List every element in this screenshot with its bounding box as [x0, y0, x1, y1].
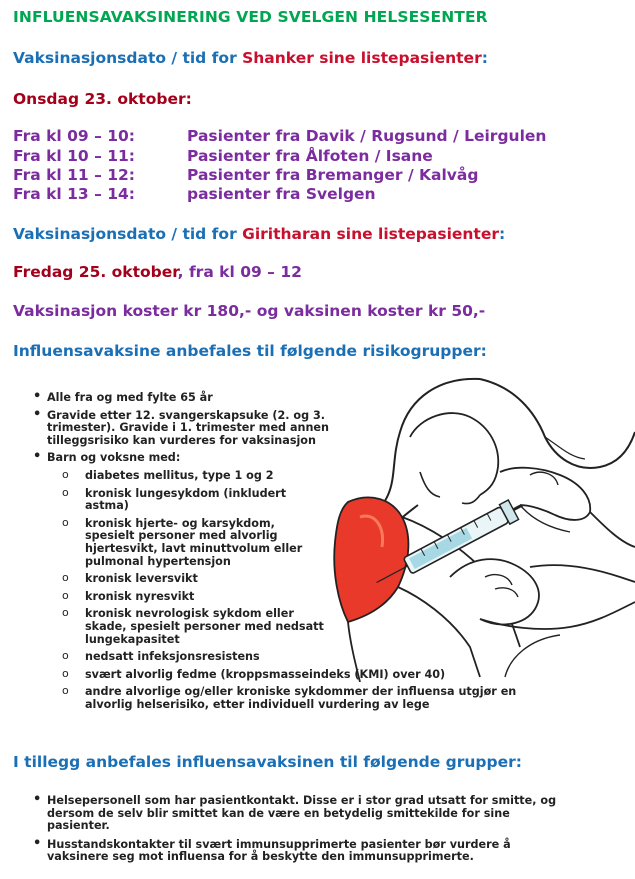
extra-heading: I tillegg anbefales influensavaksinen til følgende grupper:	[13, 753, 522, 771]
section2-heading-prefix: Vaksinasjonsdato / tid for	[13, 225, 243, 243]
sub-list-item: o kronisk nevrologisk sykdom eller skade, spesielt personer med nedsatt lungekapasitet	[47, 608, 330, 646]
page-title: INFLUENSAVAKSINERING VED SVELGEN HELSESENTER	[13, 8, 488, 26]
schedule-time: Fra kl 11 – 12:	[13, 166, 135, 184]
schedule-time: Fra kl 09 – 10:	[13, 127, 135, 145]
extra-group-list	[0, 795, 567, 870]
list-item: • Helsepersonell som har pasientkontakt. Disse er i stor grad utsatt for smitte, og dersom de selv blir smittet kan de være en betydelig smittekilde for sine pasienter.	[0, 795, 567, 833]
sub-list-item: o diabetes mellitus, type 1 og 2	[47, 470, 325, 483]
risk-heading: Influensavaksine anbefales til følgende risikogrupper:	[13, 342, 487, 360]
section1-date: Onsdag 23. oktober:	[13, 90, 192, 108]
schedule-row	[13, 185, 613, 205]
section2-date-time: , fra kl 09 – 12	[177, 263, 302, 281]
schedule-patients: Pasienter fra Davik / Rugsund / Leirgulen	[187, 127, 547, 145]
risk-group-list	[0, 391, 517, 716]
sub-list	[47, 468, 517, 712]
vaccination-illustration	[330, 377, 635, 682]
section1-heading-prefix: Vaksinasjonsdato / tid for	[13, 49, 243, 67]
section1-doctor: Shanker sine listepasienter	[242, 49, 482, 67]
sub-list-item: o kronisk lungesykdom (inkludert astma)	[47, 488, 300, 513]
sub-list-item: o kronisk hjerte- og karsykdom, spesielt personer med alvorlig hjertesvikt, lavt minuttvolum eller pulmonal hypertensjon	[47, 518, 325, 568]
price-info: Vaksinasjon koster kr 180,- og vaksinen koster kr 50,-	[13, 302, 486, 320]
section1-heading-suffix: :	[481, 49, 488, 67]
schedule-row	[13, 147, 613, 167]
section2-doctor: Giritharan sine listepasienter	[242, 225, 500, 243]
list-item: • Gravide etter 12. svangerskapsuke (2. og 3. trimester). Gravide i 1. trimester med annen tilleggsrisiko kan vurderes for vaksinasjon	[0, 410, 337, 448]
schedule-patients: Pasienter fra Bremanger / Kalvåg	[187, 166, 479, 184]
section2-date-main: Fredag 25. oktober	[13, 263, 178, 281]
section2-heading	[13, 225, 505, 243]
section1-heading	[13, 49, 488, 67]
sub-list-item: o kronisk nyresvikt	[47, 591, 325, 604]
list-item: • Husstandskontakter til svært immunsupprimerte pasienter bør vurdere å vaksinere seg mot influensa for å beskytte den immunsupprimerte.	[0, 839, 567, 864]
list-item-label: Barn og voksne med:	[47, 451, 181, 465]
sub-list-item: o svært alvorlig fedme (kroppsmasseindeks (KMI) over 40)	[47, 669, 505, 682]
schedule-patients: Pasienter fra Ålfoten / Isane	[187, 147, 433, 165]
section2-date	[13, 263, 302, 281]
sub-list-item: o andre alvorlige og/eller kroniske sykdommer der influensa utgjør en alvorlig helserisiko, etter individuell vurdering av lege	[47, 686, 530, 711]
list-item: • Alle fra og med fylte 65 år	[0, 392, 337, 405]
schedule-time: Fra kl 10 – 11:	[13, 147, 135, 165]
schedule-row	[13, 127, 613, 147]
schedule-patients: pasienter fra Svelgen	[187, 185, 376, 203]
schedule-row	[13, 166, 613, 186]
sub-list-item: o nedsatt infeksjonsresistens	[47, 651, 325, 664]
section2-heading-suffix: :	[499, 225, 506, 243]
sub-list-item: o kronisk leversvikt	[47, 573, 325, 586]
schedule-time: Fra kl 13 – 14:	[13, 185, 135, 203]
list-item	[0, 451, 517, 711]
